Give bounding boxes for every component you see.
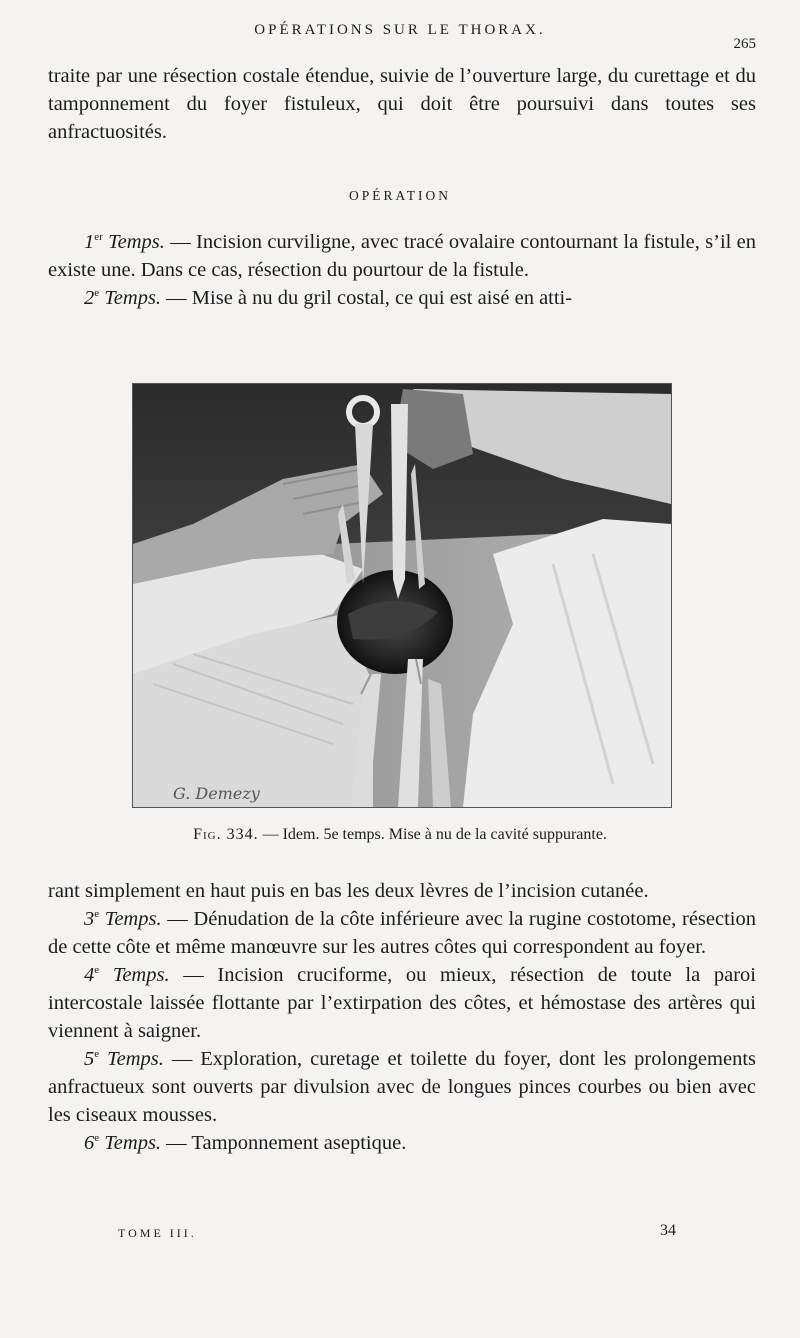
page-number: 265 (733, 36, 756, 52)
step-4 (48, 961, 756, 1045)
artist-signature: G. Demezy (173, 784, 260, 803)
step-6 (48, 1129, 756, 1157)
step-label: Temps. (107, 1048, 164, 1070)
steps-top (48, 228, 756, 312)
intro-text: traite par une résection costale étendue, suivie de l’ouverture large, du curettage et du tamponnement du foyer fistuleux, qui doit être poursuivi dans toutes ses anfractuosités. (48, 65, 756, 143)
figure-caption (0, 826, 800, 844)
figure-label: Fig. 334. (193, 826, 259, 843)
surgical-photograph (132, 383, 672, 808)
step-number: 5 (84, 1048, 95, 1070)
step-number: 2 (84, 287, 95, 309)
steps-bottom (48, 877, 756, 1157)
step-number: 1 (84, 231, 95, 253)
step-ordinal: e (94, 908, 100, 921)
step-1 (48, 228, 756, 284)
step-label: Temps. (108, 231, 165, 253)
continuation-text: rant simplement en haut puis en bas les deux lèvres de l’incision cutanée. (48, 880, 649, 902)
step-text: — Incision cruciforme, ou mieux, résection de toute la paroi intercostale laissée flottante par l’extirpation des côtes, et hémostase des artères qui viennent à saigner. (48, 964, 756, 1042)
step-ordinal: er (94, 231, 103, 244)
step-text: — Dénudation de la côte inférieure avec la rugine costotome, résection de cette côte et même manœuvre sur les autres côtes qui correspondent au foyer. (48, 908, 756, 958)
step-label: Temps. (104, 287, 162, 309)
step-3 (48, 905, 756, 961)
step-label: Temps. (104, 1132, 162, 1154)
step-label: Temps. (104, 908, 162, 930)
step-ordinal: e (94, 287, 100, 300)
step-5 (48, 1045, 756, 1129)
step-label: Temps. (112, 964, 170, 986)
section-title: OPÉRATION (348, 188, 451, 203)
step-text: — Mise à nu du gril costal, ce qui est aisé en atti- (161, 287, 573, 309)
step-text: — Exploration, curetage et toilette du foyer, dont les prolongements anfractueux sont ouverts par divulsion avec de longues pinces courbes ou bien avec les ciseaux mousses. (48, 1048, 756, 1126)
photograph-illustration (133, 384, 671, 807)
step-number: 3 (84, 908, 95, 930)
step-ordinal: e (94, 1048, 100, 1061)
step-text: — Incision curviligne, avec tracé ovalaire contournant la fistule, s’il en existe une. Dans ce cas, résection du pourtour de la fistule. (48, 231, 757, 281)
signature-mark: 34 (660, 1222, 676, 1239)
step-ordinal: e (94, 1132, 100, 1145)
step-text: — Tamponnement aseptique. (161, 1132, 407, 1154)
intro-paragraph (48, 62, 756, 146)
step-ordinal: e (94, 964, 100, 977)
running-head: OPÉRATIONS SUR LE THORAX. (254, 22, 546, 38)
step-number: 4 (84, 964, 95, 986)
figure-caption-text: — Idem. 5e temps. Mise à nu de la cavité suppurante. (258, 826, 607, 843)
step-2 (48, 284, 756, 312)
step-number: 6 (84, 1132, 95, 1154)
volume-footer: TOME III. (118, 1226, 197, 1240)
